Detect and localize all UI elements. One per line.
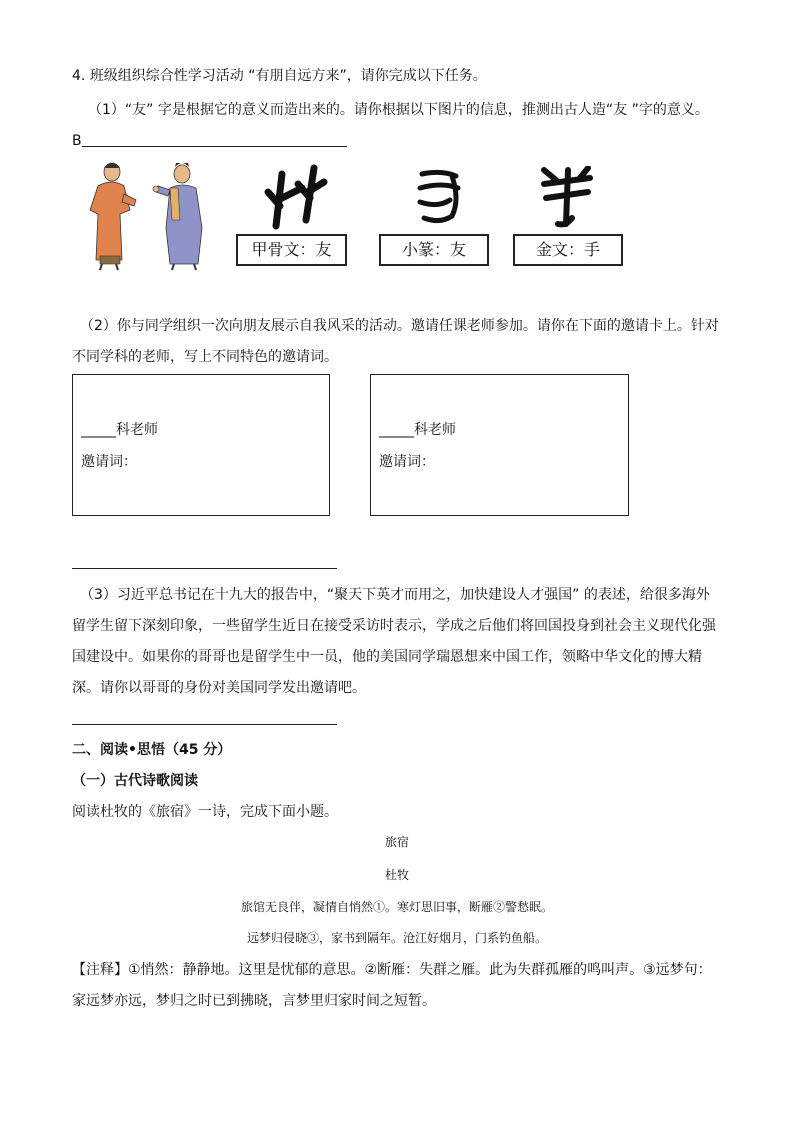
invitation-card-1[interactable] — [72, 374, 330, 516]
answer-line[interactable] — [82, 146, 347, 147]
q4-part1: （1）“友” 字是根据它的意义而造出来的。请你根据以下图片的信息，推测出古人造“友 ”字的意义。 — [88, 102, 709, 118]
q4-part3-line4: 深。请你以哥哥的身份对美国同学发出邀请吧。 — [72, 680, 366, 696]
section2-intro: 阅读杜牧的《旅宿》一诗，完成下面小题。 — [72, 804, 338, 820]
note-line-1: 【注释】①悄然：静静地。这里是忧郁的意思。②断雁：失群之雁。此为失群孤雁的鸣叫声。③远梦句： — [72, 962, 712, 978]
section2-heading: 二、阅读•思悟（45 分） — [72, 742, 232, 758]
answer-prefix: B — [72, 133, 82, 149]
invitation-card-2[interactable] — [370, 374, 629, 516]
answer-line-3[interactable] — [72, 724, 337, 725]
card-2-teacher: _____科老师 — [379, 422, 456, 438]
q4-part3-line2: 留学生留下深刻印象，一些留学生近日在接受采访时表示，学成之后他们将回国投身到社会主义现代化强 — [72, 618, 716, 634]
section2-sub1: （一）古代诗歌阅读 — [72, 773, 198, 789]
label-oracle-bone: 甲骨文：友 — [236, 234, 347, 266]
poem-line-1: 旅馆无良伴，凝情自悄然①。寒灯思旧事，断雁②警愁眠。 — [240, 900, 553, 914]
oracle-bone-you-glyph — [262, 162, 328, 234]
q4-part2-line2: 不同学科的老师，写上不同特色的邀请词。 — [72, 349, 338, 365]
bronze-hand-glyph — [536, 166, 596, 228]
q4-title: 4. 班级组织综合性学习活动 “有朋自远方来”，请你完成以下任务。 — [72, 68, 487, 84]
poem-line-2: 远梦归侵晓③，家书到隔年。沧江好烟月，门系钓鱼船。 — [246, 931, 547, 945]
q4-part3-line3: 国建设中。如果你的哥哥也是留学生中一员，他的美国同学瑞恩想来中国工作，领略中华文化的博大精 — [72, 649, 702, 665]
small-seal-you-glyph — [412, 166, 468, 228]
poem-title: 旅宿 — [384, 835, 409, 849]
poem-author: 杜牧 — [384, 868, 409, 882]
note-line-2: 家远梦亦远，梦归之时已到拂晓，言梦里归家时间之短暂。 — [72, 993, 436, 1009]
card-2-invite-label: 邀请词： — [379, 454, 435, 470]
label-bronze: 金文：手 — [513, 234, 623, 266]
q4-part2-line1: （2）你与同学组织一次向朋友展示自我风采的活动。邀请任课老师参加。请你在下面的邀请卡上。针对 — [80, 318, 719, 334]
ancient-friends-illustration — [78, 158, 218, 272]
answer-line-2[interactable] — [72, 568, 337, 569]
label-small-seal: 小篆：友 — [379, 234, 489, 266]
card-1-teacher: _____科老师 — [81, 422, 158, 438]
card-1-invite-label: 邀请词： — [81, 454, 137, 470]
q4-part3-line1: （3）习近平总书记在十九大的报告中，“聚天下英才而用之，加快建设人才强国” 的表述，给很多海外 — [80, 587, 710, 603]
